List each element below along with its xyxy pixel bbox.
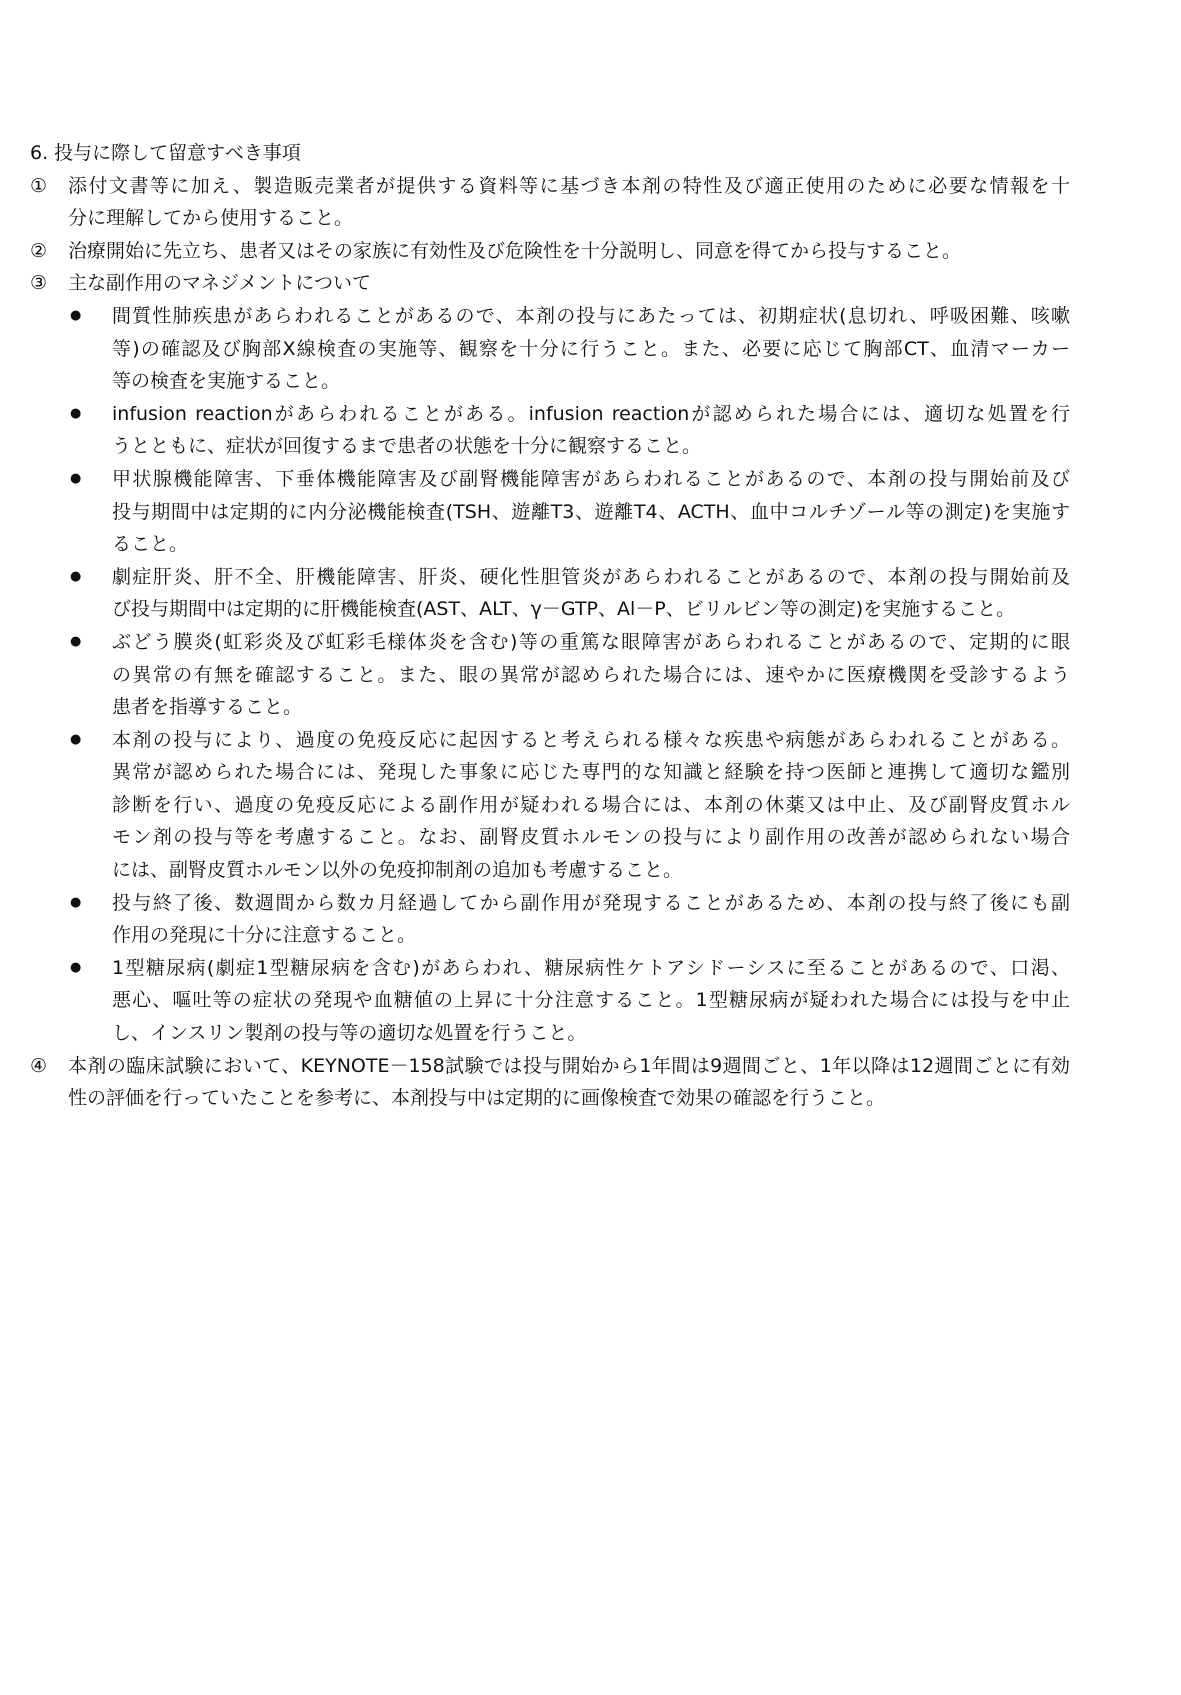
item-text-line: 劇症肝炎、肝不全、肝機能障害、肝炎、硬化性胆管炎があらわれることがあるので、本剤の投与開始前及 xyxy=(112,565,1070,588)
bullet-icon: ● xyxy=(70,405,82,421)
bullet-item xyxy=(30,887,1070,952)
document-body xyxy=(30,137,1070,1115)
bullet-icon: ● xyxy=(70,894,82,910)
item-text-line: モン剤の投与等を考慮すること。なお、副腎皮質ホルモンの投与により副作用の改善が認められない場合 xyxy=(112,826,1070,849)
bullet-item xyxy=(30,463,1070,561)
item-text-line: 分に理解してから使用すること。 xyxy=(68,207,354,230)
item-text-line: 甲状腺機能障害、下垂体機能障害及び副腎機能障害があらわれることがあるので、本剤の投与開始前及び xyxy=(112,467,1070,490)
item-text-line: 異常が認められた場合には、発現した事象に応じた専門的な知識と経験を持つ医師と連携して適切な鑑別 xyxy=(112,761,1070,784)
item-text-line: 等)の確認及び胸部X線検査の実施等、観察を十分に行うこと。また、必要に応じて胸部CT、血清マーカー xyxy=(112,337,1070,360)
bullet-item xyxy=(30,398,1070,463)
section-heading: 6. 投与に際して留意すべき事項 xyxy=(30,142,301,164)
bullet-icon: ● xyxy=(70,959,82,975)
bullet-item xyxy=(30,561,1070,626)
item-text-line: には、副腎皮質ホルモン以外の免疫抑制剤の追加も考慮すること。 xyxy=(112,859,683,882)
numbered-item xyxy=(30,267,1070,300)
numbered-item xyxy=(30,235,1070,268)
bullet-icon: ● xyxy=(70,307,82,323)
item-text-line: 治療開始に先立ち、患者又はその家族に有効性及び危険性を十分説明し、同意を得てから投与すること。 xyxy=(68,239,962,262)
item-text-line: 診断を行い、過度の免疫反応による副作用が疑われる場合には、本剤の休薬又は中止、及び副腎皮質ホル xyxy=(112,793,1070,816)
item-text-line: し、インスリン製剤の投与等の適切な処置を行うこと。 xyxy=(112,1022,587,1045)
bullet-item xyxy=(30,300,1070,398)
item-number: ② xyxy=(30,239,48,262)
item-text-line: 本剤の臨床試験において、KEYNOTE－158試験では投与開始から1年間は9週間ごと、1年以降は12週間ごとに有効 xyxy=(68,1054,1070,1077)
bullet-item xyxy=(30,626,1070,724)
item-text-line: 患者を指導すること。 xyxy=(112,696,303,719)
item-text-line: 添付文書等に加え、製造販売業者が提供する資料等に基づき本剤の特性及び適正使用のために必要な情報を十 xyxy=(68,174,1070,197)
item-text-line: うとともに、症状が回復するまで患者の状態を十分に観察すること。 xyxy=(112,435,702,458)
bullet-icon: ● xyxy=(70,568,82,584)
bullet-item xyxy=(30,724,1070,887)
item-text-line: 投与期間中は定期的に内分泌機能検査(TSH、遊離T3、遊離T4、ACTH、血中コルチゾール等の測定)を実施す xyxy=(112,500,1070,523)
item-number: ③ xyxy=(30,272,48,295)
item-text-line: 性の評価を行っていたことを参考に、本剤投与中は定期的に画像検査で効果の確認を行うこと。 xyxy=(68,1087,886,1110)
numbered-item xyxy=(30,170,1070,235)
item-text-line: 1型糖尿病(劇症1型糖尿病を含む)があらわれ、糖尿病性ケトアシドーシスに至ることがあるので、口渇、 xyxy=(112,956,1070,979)
bullet-icon: ● xyxy=(70,731,82,747)
item-number: ① xyxy=(30,174,48,197)
numbered-item xyxy=(30,1050,1070,1115)
item-text-line: 悪心、嘔吐等の症状の発現や血糖値の上昇に十分注意すること。1型糖尿病が疑われた場合には投与を中止 xyxy=(112,989,1070,1012)
bullet-icon: ● xyxy=(70,633,82,649)
bullet-icon: ● xyxy=(70,470,82,486)
item-text-line: 等の検査を実施すること。 xyxy=(112,370,341,393)
item-list xyxy=(30,170,1070,1115)
item-text-line: 投与終了後、数週間から数カ月経過してから副作用が発現することがあるため、本剤の投与終了後にも副 xyxy=(112,891,1070,914)
item-text-line: 間質性肺疾患があらわれることがあるので、本剤の投与にあたっては、初期症状(息切れ、呼吸困難、咳嗽 xyxy=(112,304,1070,327)
item-text-line: ぶどう膜炎(虹彩炎及び虹彩毛様体炎を含む)等の重篤な眼障害があらわれることがあるので、定期的に眼 xyxy=(112,630,1070,653)
item-text-line: ること。 xyxy=(112,533,189,556)
item-text-line: の異常の有無を確認すること。また、眼の異常が認められた場合には、速やかに医療機関を受診するよう xyxy=(112,663,1070,686)
item-number: ④ xyxy=(30,1054,48,1077)
item-text-line: 作用の発現に十分に注意すること。 xyxy=(112,924,417,947)
item-text-line: 主な副作用のマネジメントについて xyxy=(68,272,372,295)
item-text-line: 本剤の投与により、過度の免疫反応に起因すると考えられる様々な疾患や病態があらわれることがある。 xyxy=(112,728,1070,751)
bullet-item xyxy=(30,952,1070,1050)
item-text-line: infusion reactionがあらわれることがある。infusion reactionが認められた場合には、適切な処置を行 xyxy=(112,402,1070,425)
item-text-line: び投与期間中は定期的に肝機能検査(AST、ALT、γ－GTP、Al－P、ビリルビン等の測定)を実施すること。 xyxy=(112,598,1016,621)
